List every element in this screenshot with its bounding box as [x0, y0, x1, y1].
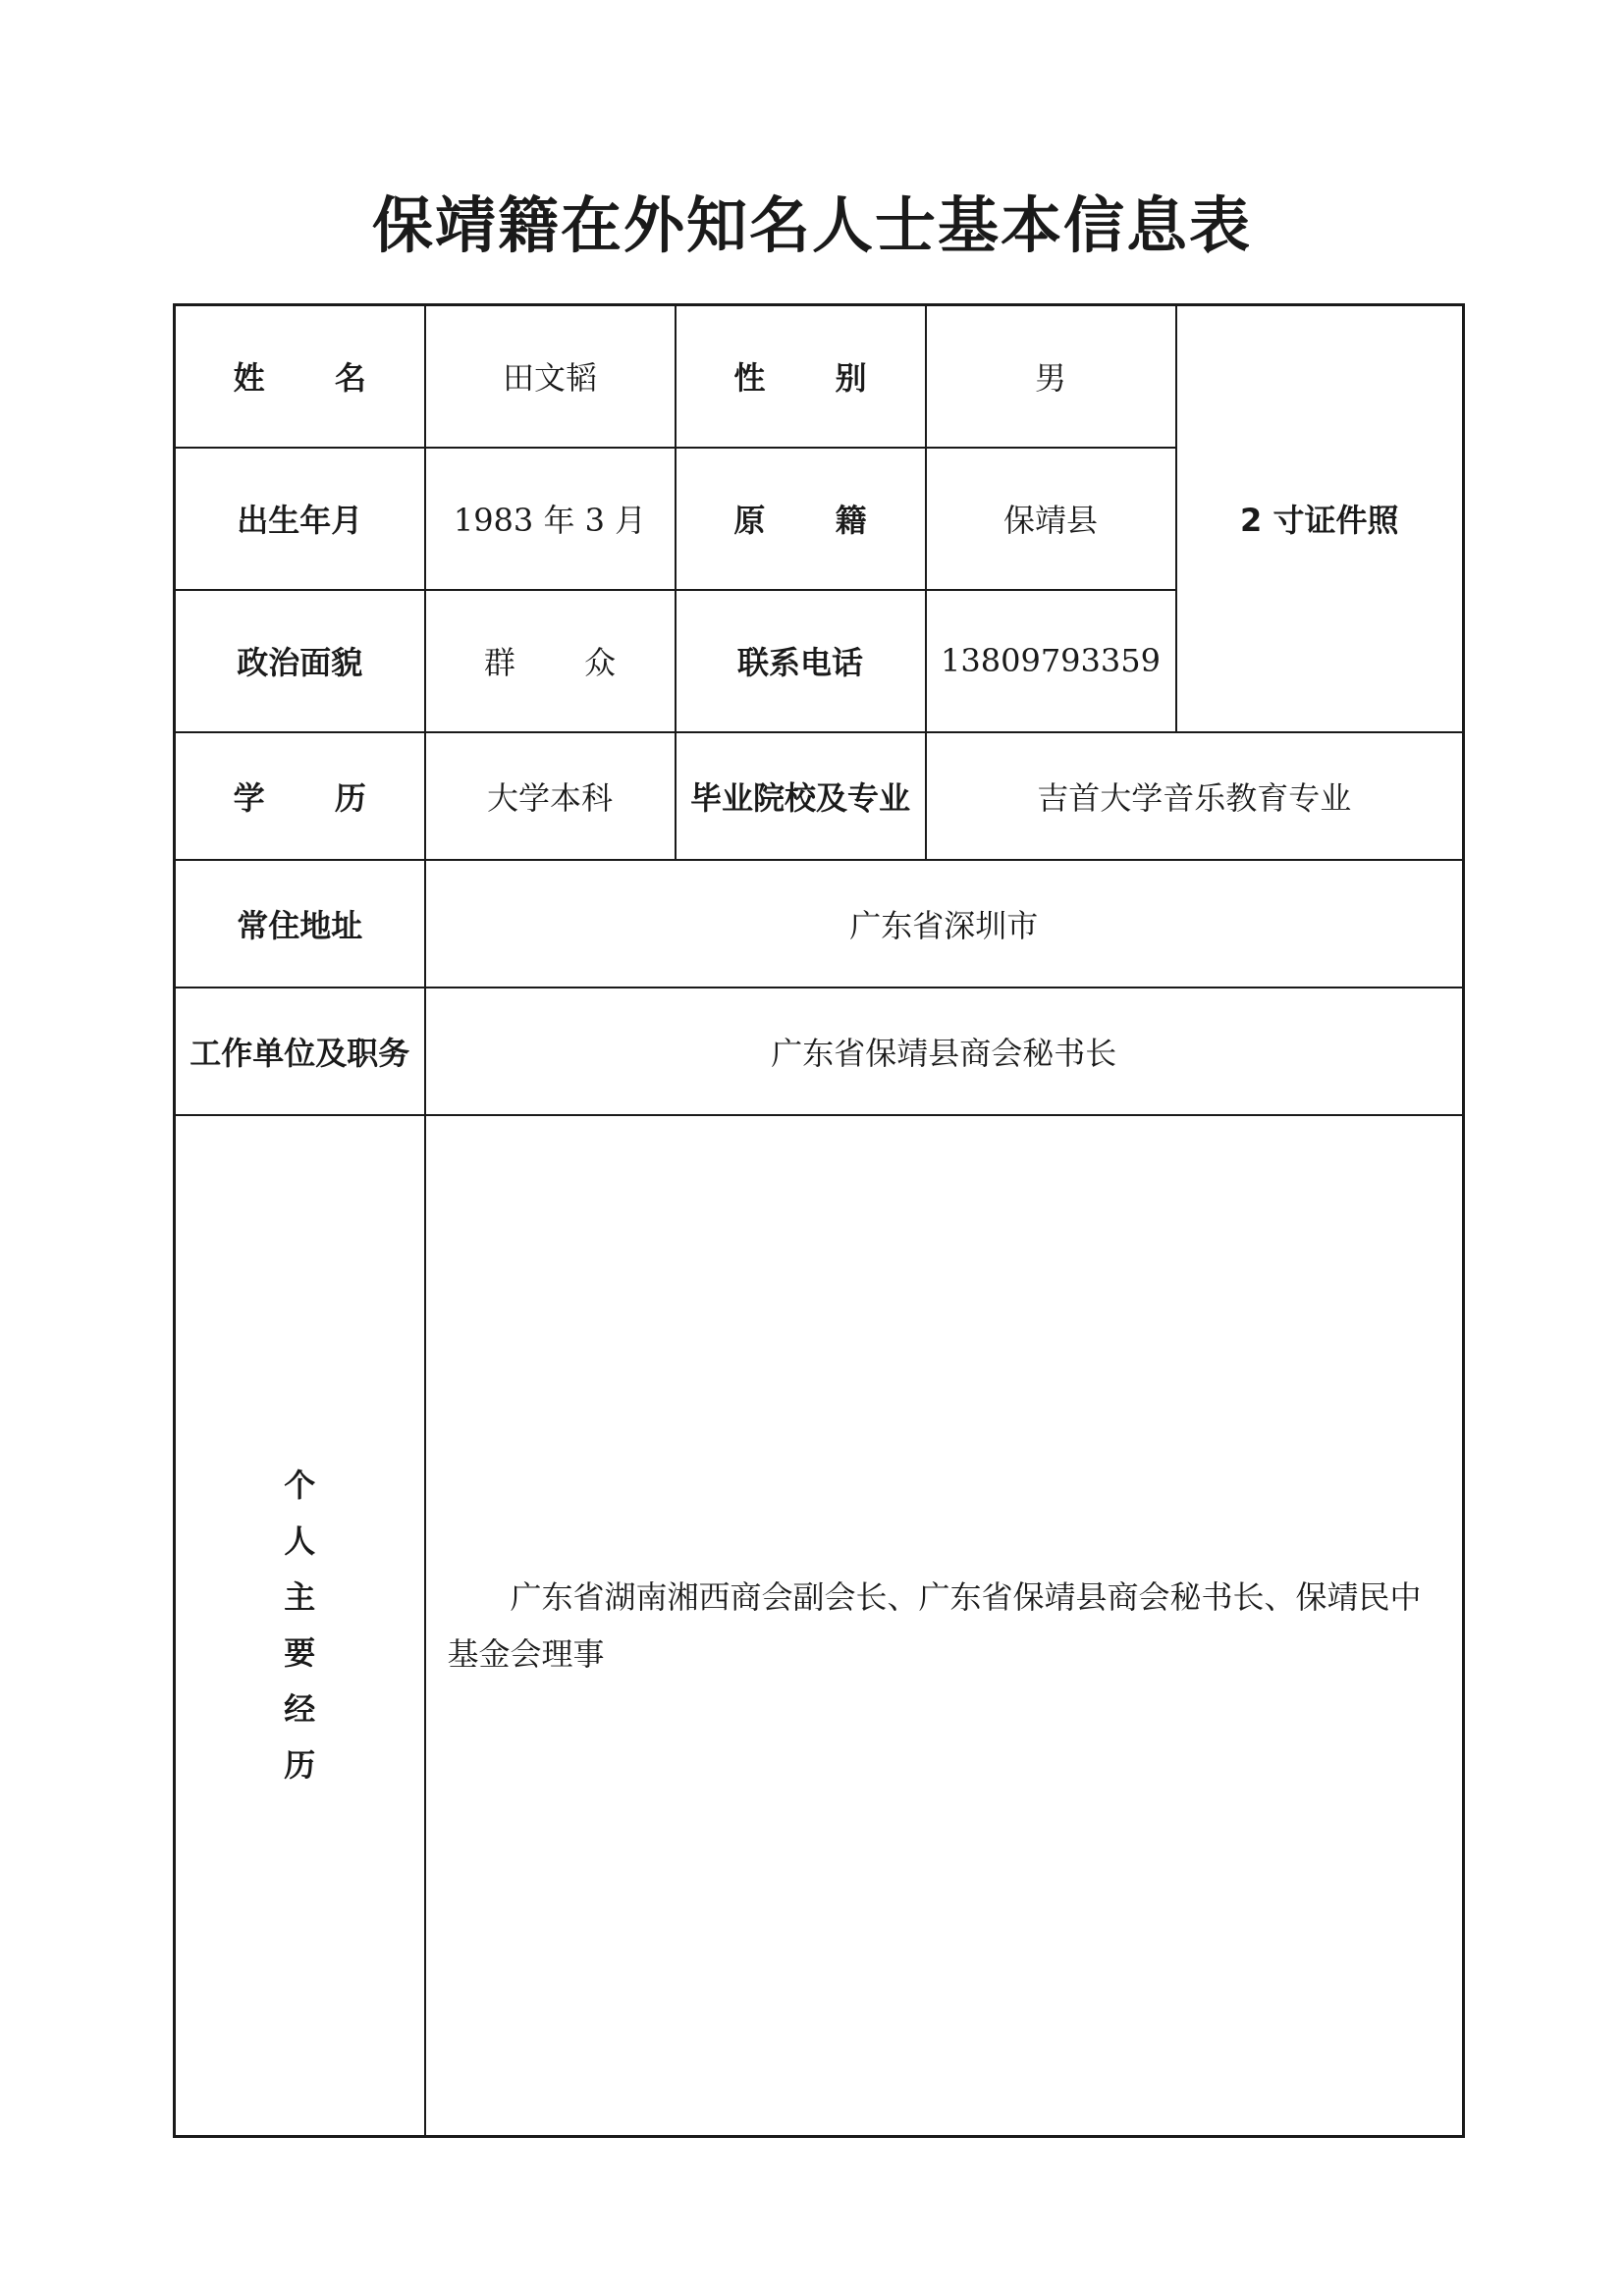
political-label: 政治面貌	[175, 590, 425, 732]
page-title: 保靖籍在外知名人士基本信息表	[371, 189, 1252, 261]
address-label: 常住地址	[175, 860, 425, 988]
origin-value: 保靖县	[926, 448, 1176, 590]
info-table	[173, 303, 1465, 2138]
phone-label: 联系电话	[676, 590, 926, 732]
gender-value: 男	[926, 305, 1176, 448]
experience-label-char: 历	[284, 1745, 316, 1784]
name-label: 姓 名	[175, 305, 425, 448]
photo-placeholder: 2 寸证件照	[1176, 305, 1464, 732]
school-value: 吉首大学音乐教育专业	[926, 732, 1464, 860]
work-label: 工作单位及职务	[175, 988, 425, 1115]
address-value: 广东省深圳市	[425, 860, 1464, 988]
experience-content	[425, 1115, 1464, 2137]
birth-value: 1983 年 3 月	[425, 448, 676, 590]
work-value: 广东省保靖县商会秘书长	[425, 988, 1464, 1115]
experience-label-char: 经	[284, 1689, 316, 1728]
experience-label-char: 人	[284, 1522, 316, 1560]
school-label: 毕业院校及专业	[676, 732, 926, 860]
gender-label: 性 别	[676, 305, 926, 448]
birth-label: 出生年月	[175, 448, 425, 590]
phone-value: 13809793359	[926, 590, 1176, 732]
experience-label-char: 要	[284, 1633, 316, 1672]
experience-text: 广东省湖南湘西商会副会长、广东省保靖县商会秘书长、保靖民中基金会理事	[447, 1577, 1422, 1673]
education-value: 大学本科	[425, 732, 676, 860]
name-value: 田文韬	[425, 305, 676, 448]
education-label: 学 历	[175, 732, 425, 860]
experience-label-char: 主	[284, 1577, 316, 1616]
experience-label-char: 个	[284, 1466, 316, 1504]
origin-label: 原 籍	[676, 448, 926, 590]
political-value: 群 众	[425, 590, 676, 732]
experience-label	[175, 1115, 425, 2137]
